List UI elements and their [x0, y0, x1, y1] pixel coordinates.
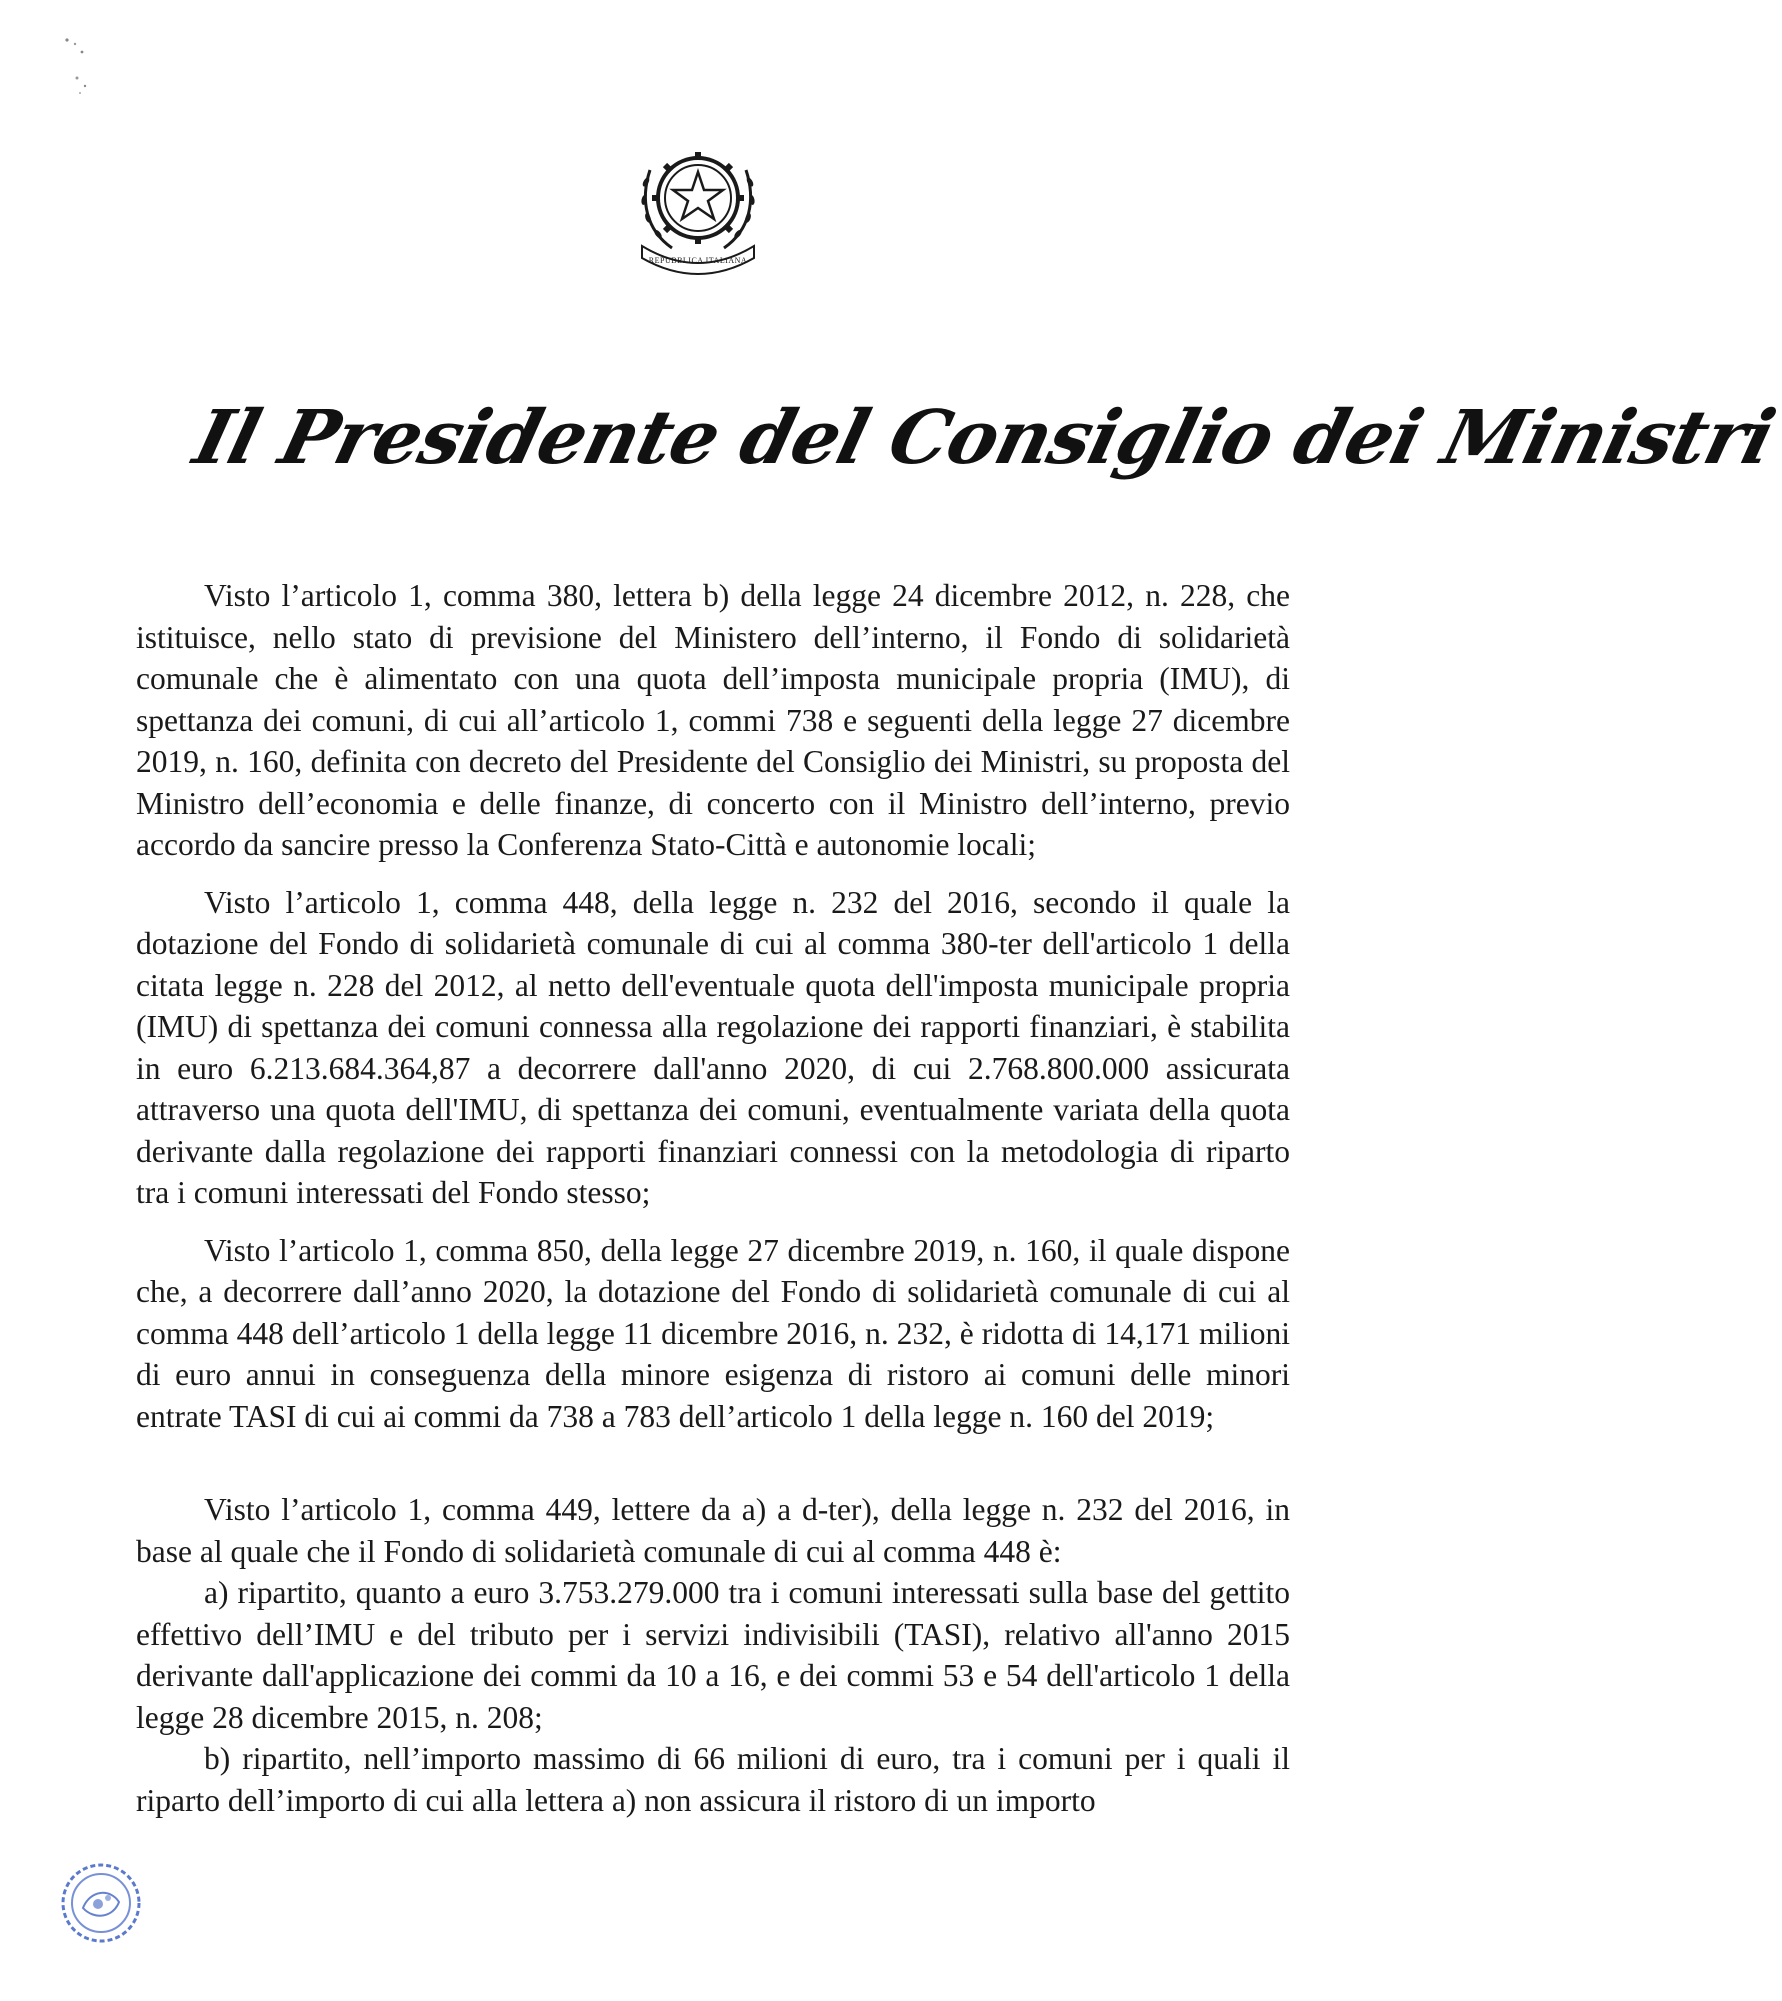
paragraph: Visto l’articolo 1, comma 449, lettere da a) a d-ter), della legge n. 232 del 2016, in base al quale che il Fondo di solidarietà comunale di cui al comma 448 è: [136, 1492, 1290, 1569]
emblem-inscription: REPUBBLICA ITALIANA [648, 256, 748, 265]
list-item: a) ripartito, quanto a euro 3.753.279.000 tra i comuni interessati sulla base del gettito effettivo dell’IMU e del tributo per i servizi indivisibili (TASI), relativo all'anno 2015 derivante dall'applicazione dei commi da 10 a 16, e dei commi 53 e 54 dell'articolo 1 della legge 28 dicembre 2015, n. 208; [136, 1575, 1290, 1735]
page-heading: Il Presidente del Consiglio dei Ministri [186, 395, 1782, 481]
document-body [136, 575, 1290, 1821]
paragraph: Visto l’articolo 1, comma 850, della legge 27 dicembre 2019, n. 160, il quale dispone che, a decorrere dall’anno 2020, la dotazione del Fondo di solidarietà comunale di cui al comma 448 dell’articolo 1 della legge 11 dicembre 2016, n. 232, è ridotta di 14,171 milioni di euro annui in conseguenza della minore esigenza di ristoro ai comuni delle minori entrate TASI di cui ai commi da 738 a 783 dell’articolo 1 della legge n. 160 del 2019; [136, 1232, 1290, 1434]
official-stamp [58, 1860, 144, 1946]
scan-specks [55, 30, 115, 110]
paragraph: Visto l’articolo 1, comma 448, della legge n. 232 del 2016, secondo il quale la dotazione del Fondo di solidarietà comunale di cui al comma 380-ter dell'articolo 1 della citata legge n. 228 del 2012, al netto dell'eventuale quota dell'imposta municipale propria (IMU) di spettanza dei comuni connessa alla regolazione dei rapporti finanziari, è stabilita in euro 6.213.684.364,87 a decorrere dall'anno 2020, di cui 2.768.800.000 assicurata attraverso una quota dell'IMU, di spettanza dei comuni, eventualmente variata della quota derivante dalla regolazione dei rapporti finanziari connessi con la metodologia di riparto tra i comuni interessati del Fondo stesso; [136, 884, 1290, 1210]
emblem-of-italy [632, 130, 764, 275]
list-item: b) ripartito, nell’importo massimo di 66 milioni di euro, tra i comuni per i quali il riparto dell’importo di cui alla lettera a) non assicura il ristoro di un importo [136, 1741, 1290, 1818]
paragraph: Visto l’articolo 1, comma 380, lettera b) della legge 24 dicembre 2012, n. 228, che istituisce, nello stato di previsione del Ministero dell’interno, il Fondo di solidarietà comunale che è alimentato con una quota dell’imposta municipale propria (IMU), di spettanza dei comuni, di cui all’articolo 1, commi 738 e seguenti della legge 27 dicembre 2019, n. 160, definita con decreto del Presidente del Consiglio dei Ministri, su proposta del Ministro dell’economia e delle finanze, di concerto con il Ministro dell’interno, previo accordo da sancire presso la Conferenza Stato-Città e autonomie locali; [136, 578, 1290, 862]
